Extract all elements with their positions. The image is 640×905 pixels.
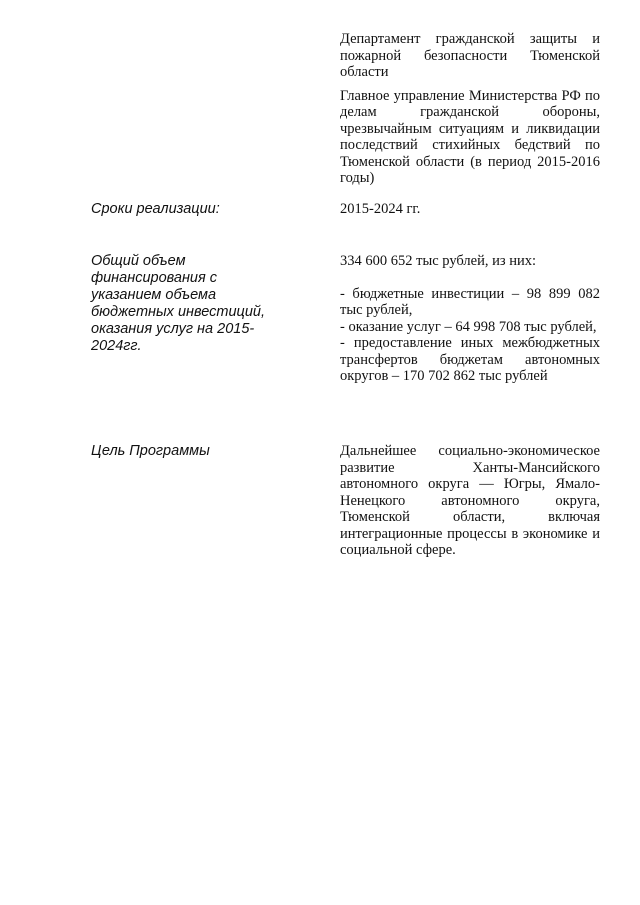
funding-label: Общий объем финансирования с указанием объема бюджетных инвестиций, оказания услуг на 2015-2024гг.: [91, 253, 265, 354]
funding-intro: 334 600 652 тыс рублей, из них:: [340, 253, 536, 269]
responsible-ministry: Главное управление Министерства РФ по делам гражданской обороны, чрезвычайным ситуациям и ликвидации последствий стихийных бедствий по Тюменской области (в период 2015-2016 годы): [340, 87, 600, 186]
responsible-block: [340, 31, 600, 187]
funding-item-investments: - бюджетные инвестиции – 98 899 082 тыс рублей,: [340, 285, 600, 318]
funding-item-transfers: - предоставление иных межбюджетных трансфертов бюджетам автономных округов – 170 702 862 тыс рублей: [340, 335, 600, 384]
terms-label: Сроки реализации:: [91, 201, 220, 217]
responsible-department: Департамент гражданской защиты и пожарной безопасности Тюменской области: [340, 31, 600, 80]
terms-value: 2015-2024 гг.: [340, 201, 421, 217]
goal-label: Цель Программы: [91, 443, 210, 459]
funding-item-services: - оказание услуг – 64 998 708 тыс рублей,: [340, 318, 597, 335]
goal-value: Дальнейшее социально-экономическое развитие Ханты-Мансийского автономного округа — Югры, Ямало-Ненецкого автономного округа, Тюменской области, включая интеграционные процессы в экономике и социальной сфере.: [340, 443, 600, 558]
funding-block: [340, 253, 600, 385]
